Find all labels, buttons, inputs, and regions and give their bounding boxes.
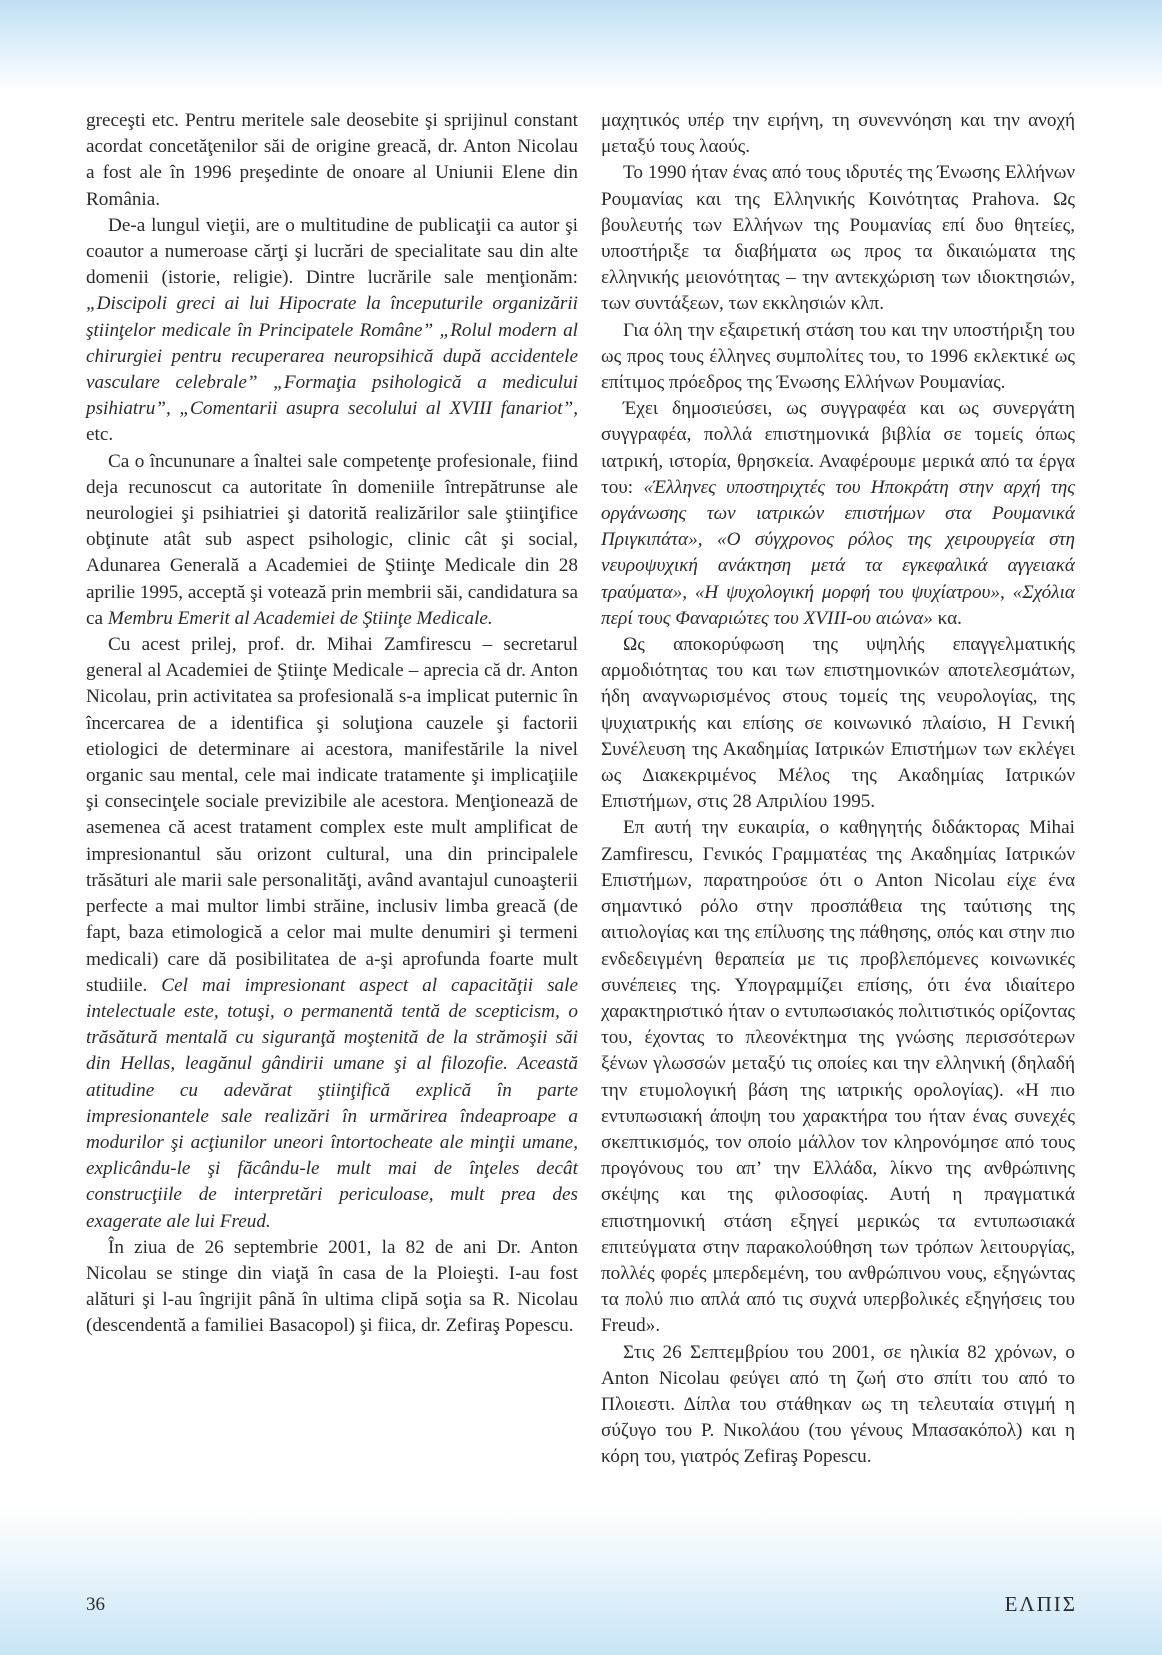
paragraph: μαχητικός υπέρ την ειρήνη, τη συνεννόηση και την ανοχή μεταξύ τους λαούς. xyxy=(601,110,1075,158)
text-run: , etc. xyxy=(86,398,578,446)
paragraph-zamfirescu: Επ αυτή την ευκαιρία, ο καθηγητής διδάκτορας Mihai Zamfirescu, Γενικός Γραμματέας της Ακαδημίας Ιατρικών Επιστήμων, παρατηρούσε ότι ο Anton Nicolau είχε ένα σημαντικό ρόλο στην προσπάθεια της ταύτισης της αιτιολογίας και της επίλυσης της πάθησης, οπός και στην πιο ενδεδειγμένη θεραπεία με τις προβλεπόμενες κοινωνικές συνέπειες της. Υπογραμμίζει επίσης, ότι ένα ιδιαίτερο χαρακτηριστικό ήταν ο εντυπωσιακός πολιτιστικός ορίζοντας του, έχοντας το πλεονέκτημα της γνώσης περισσότερων ξένων γλωσσών μεταξύ τις οποίες και την ελληνική (δηλαδή την ετυμολογική βάση της ιατρικής ορολογίας). «Η πιο εντυπωσιακή άποψη του χαρακτήρα του ήταν ένας συνεχές σκεπτικισμός, τον οποίο μάλλον τον κληρονόμησε από τους προγόνους του απ’ την Ελλάδα, λίκνο της ανθρώπινης σκέψης και της φιλοσοφίας. Αυτή η πραγματικά επιστημονική στάση εξηγεί μερικώς τα εντυπωσιακά επιτεύγματα στην παρακολούθηση των τρόπων λειτουργίας, πολλές φορές μπερδεμένη, του ανθρώπινου νους, εξηγώντας τα πολύ πιο απλά από τις συχνά υπερβολικές εξηγήσεις του Freud». xyxy=(601,817,1075,1337)
paragraph-death: În ziua de 26 septembrie 2001, la 82 de ani Dr. Anton Nicolau se stinge din viaţă în casa de la Ploieşti. I-au fost alături şi l-au îngrijit până în ultima clipă soţia sa R. Nicolau (descendentă a familiei Basacopol) şi fiica, dr. Zefiraş Popescu. xyxy=(86,1236,578,1337)
text-run: Ca o încununare a înaltei sale competenţe profesionale, fiind deja recunoscut ca autoritate în domeniile întrepătrunse ale neurologiei şi psihiatriei şi datorită realizărilor sale ştiinţifice obţinute atât sub aspect psihologic, clinic cât şi social, Adunarea Generală a Academiei de Ştiinţe Medicale din 28 aprilie 1995, acceptă şi votează prin membrii săi, candidatura sa ca xyxy=(86,450,578,629)
paragraph-publications xyxy=(86,213,578,449)
text-run: Cu acest prilej, prof. dr. Mihai Zamfirescu – secretarul general al Academiei de Ştiinţe Medicale – aprecia că dr. Anton Nicolau, prin activitatea sa profesională s-a implicat puternic în încercarea de a identifica şi soluţiona cauzele şi factorii etiologici de determinare ai acestora, manifestările la nivel organic sau mental, cele mai indicate tratamente şi implicaţiile şi consecinţele sociale previzibile ale acestora. Menţionează de asemenea că acest tratament complex este mult amplificat de impresionantul său orizont cultural, una din principalele trăsături ale marii sale personalităţi, având avantajul cunoaşterii perfecte a mai multor limbi străine, inclusiv limba greacă (de fapt, baza etimologică a celor mai multe denumiri şi termeni medicali) care dă posibilitatea de a-şi aprofunda foarte mult studiile. xyxy=(86,634,578,996)
quotation: Cel mai impresionant aspect al capacităţii sale intelectuale este, totuşi, o permanentă tentă de scepticism, o trăsătură mentală cu siguranţă moştenită de la strămoşii săi din Hellas, leagănul gândirii umane şi al filozofie. Această atitudine cu adevărat ştiinţifică explică în parte impresionantele sale realizări în urmărirea îndeaproape a modurilor şi acţiunilor uneori întortocheate ale minţii umane, explicându-le şi făcându-le mult mai de înţeles decât construcţiile de interpretări periculoase, mult prea des exagerate ale lui Freud. xyxy=(86,974,578,1232)
greek-text-column xyxy=(601,108,1075,1471)
paragraph-death: Στις 26 Σεπτεμβρίου του 2001, σε ηλικία 82 χρόνων, ο Anton Nicolau φεύγει από τη ζωή στο σπίτι του από το Πλοιεστι. Δίπλα του στάθηκαν ως τη τελευταία στιγμή η σύζυγο του Ρ. Νικολάου (του γένους Μπασακόπολ) και η κόρη του, γιατρός Zefiraş Popescu. xyxy=(601,1341,1075,1468)
honorary-title: Membru Emerit al Academiei de Ştiinţe Medicale. xyxy=(107,607,493,629)
header-gradient-band xyxy=(0,0,1162,90)
footer-gradient-band xyxy=(0,1505,1162,1655)
publication-titles: „Discipoli greci ai lui Hipocrate la începuturile organizării ştiinţelor medicale în Principatele Române” „Rolul modern al chirurgiei pentru recuperarea neuropsihică după accidentele vasculare celebrale” „Formaţia psihologică a medicului psihiatru”, „Comentarii asupra secolului al XVIII fanariot” xyxy=(86,293,578,420)
text-run: κα. xyxy=(932,607,962,629)
page-number: 36 xyxy=(86,1594,105,1615)
text-run: Έχει δημοσιεύσει, ως συγγραφέα και ως συνεργάτη συγγραφέα, πολλά επιστημονικά βιβλία σε τομείς όπως ιατρική, ιστορία, θρησκεία. Αναφέρουμε μερικά από τα έργα του: xyxy=(601,398,1075,498)
paragraph-publications xyxy=(601,396,1075,632)
paragraph-academy xyxy=(86,449,578,632)
romanian-text-column xyxy=(86,108,578,1340)
text-run: De-a lungul vieţii, are o multitudine de publicaţii ca autor şi coautor a numeroase cărţi şi lucrări de specialitate sau din alte domenii (istorie, religie). Dintre lucrările sale menţionăm: xyxy=(86,214,578,289)
paragraph-honorary-president: Για όλη την εξαιρετική στάση του και την υποστήριξη του ως προς τους έλληνες συμπολίτες του, το 1996 εκλεκτικέ ως επίτιμος πρόεδρος της Ένωσης Ελλήνων Ρουμανίας. xyxy=(601,319,1075,394)
paragraph-founder: Το 1990 ήταν ένας από τους ιδρυτές της Ένωσης Ελλήνων Ρουμανίας και της Ελληνικής Κοινότητας Prahova. Ως βουλευτής των Ελλήνων της Ρουμανίας επί δυο θητείες, υποστήριξε τα διαβήματα ως προς τα δικαιώματα της ελληνικής μειονότητας – την αντεκχώριση των ιδιοκτησιών, των συντάξεων, των εκκλησιών κλπ. xyxy=(601,162,1075,315)
journal-name: ΕΛΠΙΣ xyxy=(1004,1592,1077,1616)
paragraph: greceşti etc. Pentru meritele sale deosebite şi sprijinul constant acordat concetăţenilor săi de origine greacă, dr. Anton Nicolau a fost ale în 1996 preşedinte de onoare al Uniunii Elene din România. xyxy=(86,110,578,210)
publication-titles: «Έλληνες υποστηριχτές του Ηποκράτη στην αρχή της οργάνωσης των ιατρικών επιστήμων στα Ρουμανικά Πριγκιπάτα», «Ο σύγχρονος ρόλος της χειρουργεία στη νευροψυχική ανάκτηση μετά τα εγκεφαλικά αγγειακά τραύματα», «Η ψυχολογική μορφή του ψυχίατρου», «Σχόλια περί τους Φαναριώτες του XVIII-ου αιώνα» xyxy=(601,476,1076,629)
paragraph-academy: Ως αποκορύφωση της υψηλής επαγγελματικής αρμοδιότητας του και των επιστημονικών αποτελεσμάτων, ήδη αναγνωρισμένος στους τομείς της νευρολογίας, της ψυχιατρικής και επίσης σε κοινωνικό πλαίσιο, Η Γενική Συνέλευση της Ακαδημίας Ιατρικών Επιστήμων των εκλέγει ως Διακεκριμένος Μέλος της Ακαδημίας Ιατρικών Επιστήμων, στις 28 Απριλίου 1995. xyxy=(601,634,1075,813)
paragraph-zamfirescu xyxy=(86,632,578,1235)
